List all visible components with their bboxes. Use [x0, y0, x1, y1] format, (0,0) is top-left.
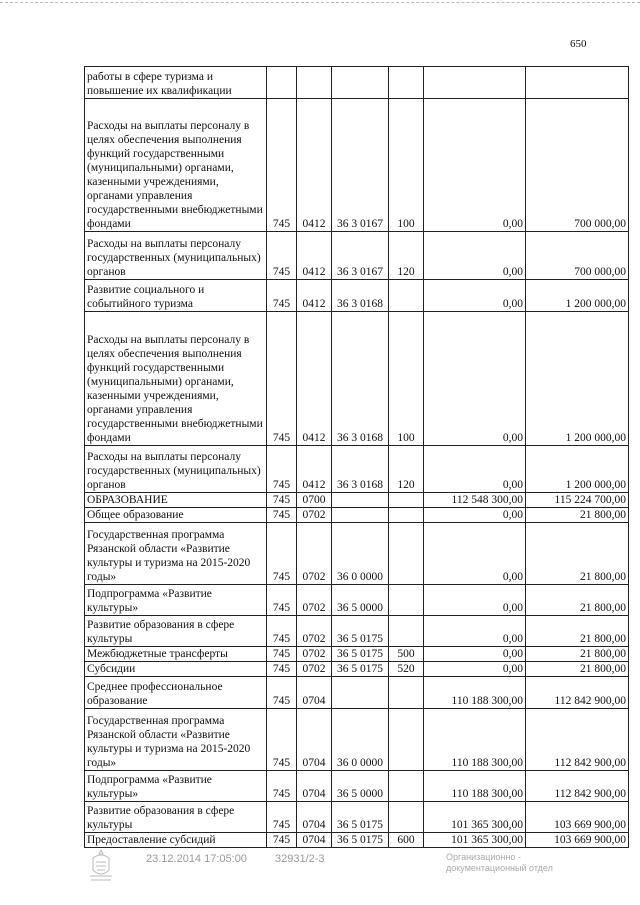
row-target-code: 36 5 0000	[332, 771, 389, 802]
row-ved-code: 745	[267, 99, 297, 232]
row-amount-2016: 112 548 300,00	[424, 493, 526, 508]
table-row	[85, 280, 629, 312]
row-amount-2016: 101 365 300,00	[424, 802, 526, 833]
row-amount-2016: 101 365 300,00	[424, 833, 526, 848]
row-target-code	[332, 508, 389, 523]
row-ved-code: 745	[267, 647, 297, 662]
row-target-code: 36 3 0168	[332, 446, 389, 493]
page-number: 650	[570, 38, 587, 50]
row-target-code	[332, 677, 389, 709]
row-ved-code: 745	[267, 232, 297, 280]
row-ved-code: 745	[267, 280, 297, 312]
row-amount-2017: 700 000,00	[526, 232, 629, 280]
row-amount-2016: 0,00	[424, 647, 526, 662]
row-amount-2017: 115 224 700,00	[526, 493, 629, 508]
row-amount-2016: 0,00	[424, 585, 526, 616]
row-expense-type: 520	[389, 662, 424, 677]
row-expense-type	[389, 585, 424, 616]
row-section-code	[297, 67, 332, 99]
row-expense-type: 120	[389, 446, 424, 493]
row-target-code: 36 5 0175	[332, 647, 389, 662]
row-ved-code: 745	[267, 802, 297, 833]
row-section-code: 0412	[297, 446, 332, 493]
row-expense-type: 500	[389, 647, 424, 662]
row-section-code: 0702	[297, 508, 332, 523]
row-amount-2017: 21 800,00	[526, 508, 629, 523]
row-target-code: 36 0 0000	[332, 523, 389, 585]
table-row	[85, 523, 629, 585]
table-row	[85, 662, 629, 677]
row-expense-type	[389, 677, 424, 709]
table-row	[85, 446, 629, 493]
row-amount-2016: 110 188 300,00	[424, 677, 526, 709]
row-name: Предоставление субсидий	[85, 833, 267, 848]
row-expense-type	[389, 771, 424, 802]
row-section-code: 0704	[297, 771, 332, 802]
row-name: Расходы на выплаты персоналу в целях обеспечения выполнения функций государственными (муниципальными) органами, казенными учреждениями, органами управления государственными внебюджетными фондами	[85, 312, 267, 446]
row-target-code	[332, 493, 389, 508]
row-amount-2016: 0,00	[424, 616, 526, 647]
row-amount-2017: 112 842 900,00	[526, 709, 629, 771]
row-ved-code: 745	[267, 523, 297, 585]
row-expense-type	[389, 508, 424, 523]
row-amount-2017: 21 800,00	[526, 647, 629, 662]
row-expense-type: 120	[389, 232, 424, 280]
row-target-code: 36 3 0168	[332, 312, 389, 446]
row-name: Государственная программа Рязанской области «Развитие культуры и туризма на 2015-2020 годы»	[85, 709, 267, 771]
footer-department-line1: Организационно -	[446, 852, 521, 862]
table-row	[85, 493, 629, 508]
table-row	[85, 677, 629, 709]
row-name: Межбюджетные трансферты	[85, 647, 267, 662]
row-target-code: 36 3 0167	[332, 99, 389, 232]
row-section-code: 0704	[297, 709, 332, 771]
footer-date: 23.12.2014 17:05:00	[146, 853, 247, 865]
row-section-code: 0704	[297, 802, 332, 833]
row-section-code: 0704	[297, 677, 332, 709]
row-ved-code: 745	[267, 709, 297, 771]
table-row	[85, 232, 629, 280]
row-ved-code: 745	[267, 677, 297, 709]
row-amount-2017: 21 800,00	[526, 662, 629, 677]
row-expense-type	[389, 493, 424, 508]
table-row	[85, 67, 629, 99]
row-amount-2016: 110 188 300,00	[424, 771, 526, 802]
row-expense-type: 100	[389, 312, 424, 446]
table-row	[85, 802, 629, 833]
row-amount-2016: 0,00	[424, 508, 526, 523]
row-expense-type	[389, 67, 424, 99]
row-amount-2017: 21 800,00	[526, 616, 629, 647]
row-section-code: 0412	[297, 232, 332, 280]
row-amount-2017: 103 669 900,00	[526, 802, 629, 833]
row-amount-2016: 110 188 300,00	[424, 709, 526, 771]
row-expense-type	[389, 802, 424, 833]
row-target-code: 36 3 0167	[332, 232, 389, 280]
row-name: Развитие образования в сфере культуры	[85, 616, 267, 647]
table-row	[85, 833, 629, 848]
row-section-code: 0702	[297, 662, 332, 677]
row-amount-2016: 0,00	[424, 446, 526, 493]
row-amount-2017: 1 200 000,00	[526, 280, 629, 312]
row-amount-2016: 0,00	[424, 280, 526, 312]
row-name: Расходы на выплаты персоналу государственных (муниципальных) органов	[85, 232, 267, 280]
row-amount-2016: 0,00	[424, 662, 526, 677]
row-ved-code	[267, 67, 297, 99]
row-target-code: 36 5 0175	[332, 616, 389, 647]
row-amount-2017: 112 842 900,00	[526, 677, 629, 709]
table-row	[85, 508, 629, 523]
row-amount-2017: 1 200 000,00	[526, 446, 629, 493]
row-amount-2017: 21 800,00	[526, 585, 629, 616]
row-section-code: 0702	[297, 647, 332, 662]
row-ved-code: 745	[267, 833, 297, 848]
row-name: Подпрограмма «Развитие культуры»	[85, 771, 267, 802]
row-section-code: 0704	[297, 833, 332, 848]
table-row	[85, 585, 629, 616]
row-expense-type: 100	[389, 99, 424, 232]
row-name: Субсидии	[85, 662, 267, 677]
row-amount-2016	[424, 67, 526, 99]
row-name: ОБРАЗОВАНИЕ	[85, 493, 267, 508]
row-section-code: 0412	[297, 312, 332, 446]
row-target-code: 36 5 0175	[332, 662, 389, 677]
row-name: Государственная программа Рязанской области «Развитие культуры и туризма на 2015-2020 годы»	[85, 523, 267, 585]
row-amount-2016: 0,00	[424, 312, 526, 446]
footer-document-code: 32931/2-3	[275, 853, 325, 865]
row-amount-2016: 0,00	[424, 99, 526, 232]
table-row	[85, 709, 629, 771]
row-target-code: 36 5 0000	[332, 585, 389, 616]
row-ved-code: 745	[267, 312, 297, 446]
row-section-code: 0702	[297, 616, 332, 647]
table-row	[85, 312, 629, 446]
row-name: Среднее профессиональное образование	[85, 677, 267, 709]
row-ved-code: 745	[267, 446, 297, 493]
row-ved-code: 745	[267, 616, 297, 647]
row-section-code: 0700	[297, 493, 332, 508]
table-row	[85, 647, 629, 662]
row-amount-2017	[526, 67, 629, 99]
row-target-code: 36 0 0000	[332, 709, 389, 771]
row-name: Расходы на выплаты персоналу государственных (муниципальных) органов	[85, 446, 267, 493]
row-ved-code: 745	[267, 662, 297, 677]
row-amount-2016: 0,00	[424, 232, 526, 280]
row-target-code	[332, 67, 389, 99]
coat-of-arms-stamp	[87, 848, 115, 884]
row-target-code: 36 3 0168	[332, 280, 389, 312]
row-name: Общее образование	[85, 508, 267, 523]
row-amount-2017: 1 200 000,00	[526, 312, 629, 446]
row-target-code: 36 5 0175	[332, 802, 389, 833]
row-ved-code: 745	[267, 508, 297, 523]
row-section-code: 0412	[297, 99, 332, 232]
row-name: работы в сфере туризма и повышение их квалификации	[85, 67, 267, 99]
row-name: Расходы на выплаты персоналу в целях обеспечения выполнения функций государственными (муниципальными) органами, казенными учреждениями, органами управления государственными внебюджетными фондами	[85, 99, 267, 232]
budget-table	[84, 66, 629, 848]
row-target-code: 36 5 0175	[332, 833, 389, 848]
row-amount-2017: 112 842 900,00	[526, 771, 629, 802]
row-name: Развитие образования в сфере культуры	[85, 802, 267, 833]
row-ved-code: 745	[267, 585, 297, 616]
row-ved-code: 745	[267, 771, 297, 802]
row-section-code: 0412	[297, 280, 332, 312]
row-expense-type: 600	[389, 833, 424, 848]
footer-department-line2: документационный отдел	[446, 863, 553, 873]
row-name: Развитие социального и событийного туризма	[85, 280, 267, 312]
row-amount-2017: 21 800,00	[526, 523, 629, 585]
row-amount-2017: 700 000,00	[526, 99, 629, 232]
row-name: Подпрограмма «Развитие культуры»	[85, 585, 267, 616]
row-expense-type	[389, 280, 424, 312]
row-section-code: 0702	[297, 585, 332, 616]
row-amount-2017: 103 669 900,00	[526, 833, 629, 848]
table-row	[85, 99, 629, 232]
row-ved-code: 745	[267, 493, 297, 508]
row-expense-type	[389, 523, 424, 585]
table-row	[85, 616, 629, 647]
row-section-code: 0702	[297, 523, 332, 585]
table-row	[85, 771, 629, 802]
row-amount-2016: 0,00	[424, 523, 526, 585]
scan-edge-line	[0, 2, 640, 9]
row-expense-type	[389, 616, 424, 647]
row-expense-type	[389, 709, 424, 771]
footer-department	[446, 852, 553, 874]
